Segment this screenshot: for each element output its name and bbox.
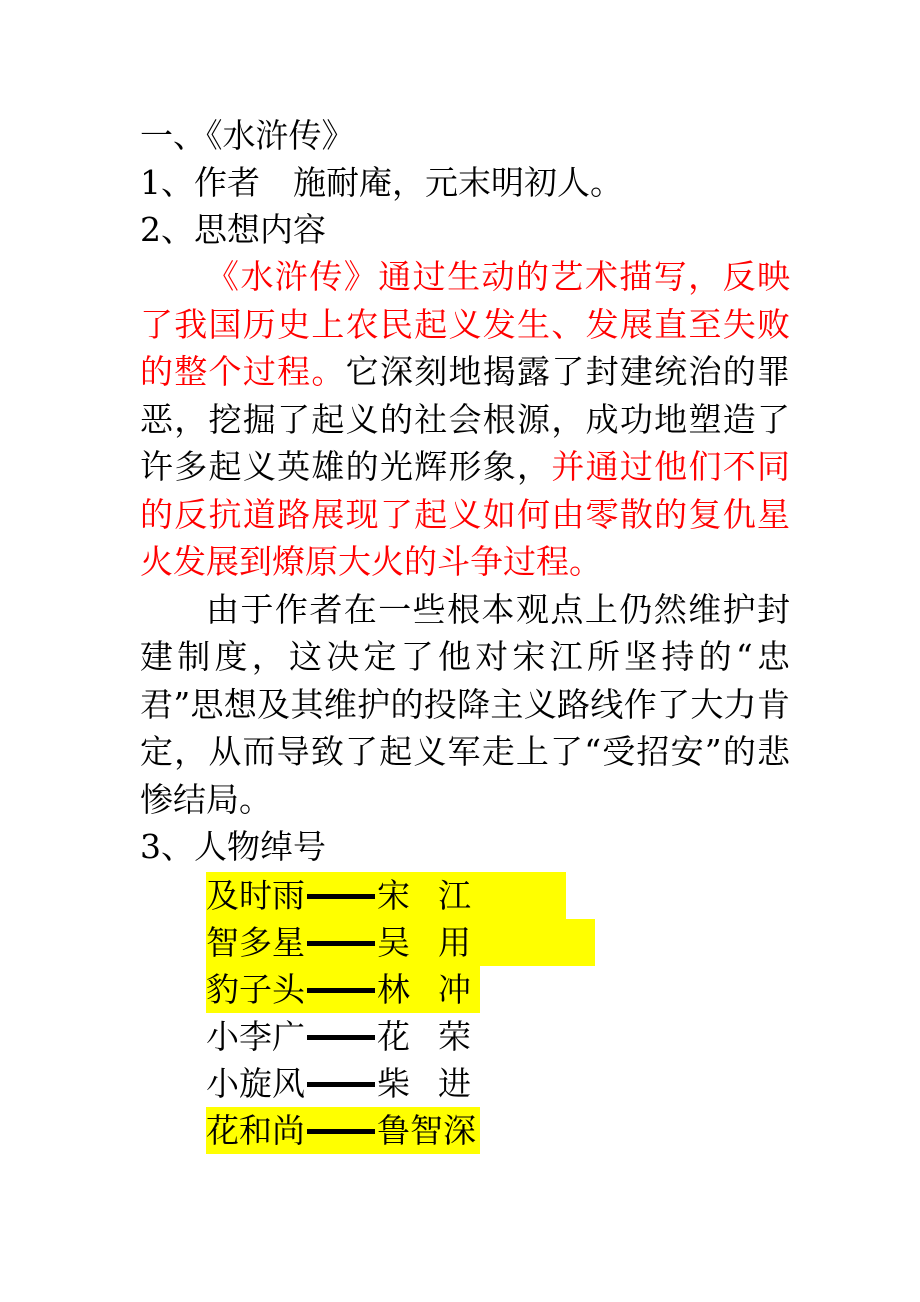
dash-separator bbox=[307, 1082, 375, 1087]
character-name-2: 江 bbox=[438, 876, 471, 915]
section-heading: 一、《水浒传》 bbox=[140, 116, 355, 155]
dash-separator bbox=[307, 894, 375, 899]
nickname: 小李广 bbox=[206, 1017, 305, 1056]
body-text-1: 它深刻地揭露了封建统治的罪恶，挖掘了起义的社会根源，成功地塑造了许多起义英雄的光辉形象， bbox=[140, 352, 791, 486]
character-name: 林 bbox=[377, 970, 410, 1009]
highlight-box bbox=[206, 872, 566, 919]
character-name-2: 用 bbox=[438, 923, 471, 962]
dash-separator bbox=[307, 1035, 375, 1040]
document-body bbox=[140, 112, 790, 1154]
character-name: 吴 bbox=[377, 923, 410, 962]
plain-box bbox=[206, 1013, 473, 1060]
author-line: 1、作者 施耐庵，元末明初人。 bbox=[140, 163, 623, 202]
emphasis-text-2: 并通过他们不同的反抗道路展现了起义如何由零散的复仇星火发展到燎原大火的斗争过程。 bbox=[140, 447, 791, 581]
character-name: 鲁智深 bbox=[377, 1111, 476, 1150]
character-name: 花 bbox=[377, 1017, 410, 1056]
character-name: 宋 bbox=[377, 876, 410, 915]
highlight-box bbox=[206, 966, 480, 1013]
character-name-2: 荣 bbox=[438, 1017, 471, 1056]
nickname-row bbox=[206, 872, 790, 919]
nickname-row bbox=[206, 1107, 790, 1154]
nicknames-subheading: 3、人物绰号 bbox=[140, 827, 326, 866]
character-name: 柴 bbox=[377, 1064, 410, 1103]
nickname: 花和尚 bbox=[206, 1111, 305, 1150]
nickname-row bbox=[206, 1013, 790, 1060]
content-paragraph-1 bbox=[140, 253, 790, 586]
nickname: 小旋风 bbox=[206, 1064, 305, 1103]
highlight-box bbox=[206, 919, 595, 966]
nickname: 及时雨 bbox=[206, 876, 305, 915]
nickname-row bbox=[206, 966, 790, 1013]
character-name-2: 进 bbox=[438, 1064, 471, 1103]
content-subheading: 2、思想内容 bbox=[140, 210, 326, 249]
dash-separator bbox=[307, 941, 375, 946]
character-name-2: 冲 bbox=[438, 970, 471, 1009]
nickname: 智多星 bbox=[206, 923, 305, 962]
emphasis-text-1: 《水浒传》通过生动的艺术描写，反映了我国历史上农民起义发生、发展直至失败的整个过程。 bbox=[140, 257, 790, 391]
nickname-row bbox=[206, 919, 790, 966]
nickname-row bbox=[206, 1060, 790, 1107]
content-paragraph-2: 由于作者在一些根本观点上仍然维护封建制度，这决定了他对宋江所坚持的“忠君”思想及其维护的投降主义路线作了大力肯定，从而导致了起义军走上了“受招安”的悲惨结局。 bbox=[140, 589, 790, 819]
nickname-list bbox=[140, 872, 790, 1154]
dash-separator bbox=[307, 1129, 375, 1134]
nickname: 豹子头 bbox=[206, 970, 305, 1009]
plain-box bbox=[206, 1060, 473, 1107]
highlight-box bbox=[206, 1107, 480, 1154]
dash-separator bbox=[307, 988, 375, 993]
